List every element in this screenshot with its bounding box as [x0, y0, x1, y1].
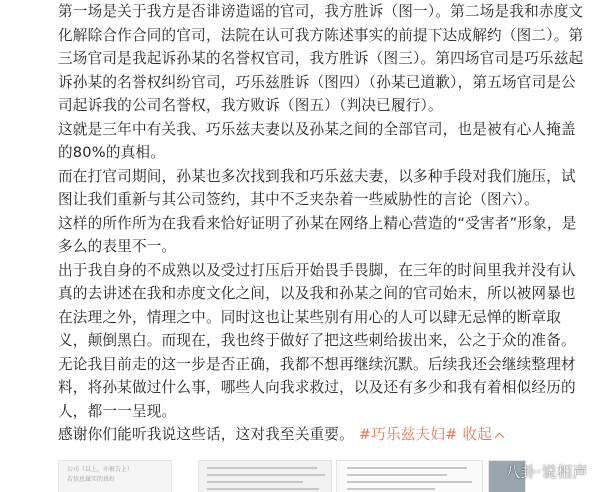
closing-text: 感谢你们能听我说这些话，这对我至关重要。 [58, 426, 354, 443]
thumbnail-image[interactable] [58, 460, 172, 492]
thumbnail-line [347, 474, 447, 476]
thumbnail-image[interactable] [336, 460, 483, 492]
thumbnail-line [347, 481, 472, 483]
post-paragraph: 出于我自身的不成熟以及受过打压后开始畏手畏脚，在三年的时间里我并没有认真的去讲述在我和赤度文化之间，以及我和孙某之间的官司始末，所以被网暴也在法理之外，情理之中。同时这也让某些别有用心的人可以肆无忌惮的断章取义，颠倒黑白。而现在，我也终于做好了把这些刺给拔出来，公之于众的准备。 [58, 261, 576, 349]
post-paragraph: 这样的所作所为在我看来恰好证明了孙某在网络上精心营造的“受害者”形象，是多么的表里不一。 [58, 214, 577, 255]
thumbnail-text-line: 公司（以上，亦被告上） [67, 466, 134, 473]
thumbnail-line [207, 488, 319, 490]
thumbnail-line [207, 481, 303, 483]
thumbnail-line [207, 467, 317, 469]
collapse-button[interactable] [462, 426, 503, 443]
chevron-up-icon [495, 433, 505, 443]
thumbnail-image[interactable] [198, 460, 332, 492]
thumbnail-line [347, 488, 435, 490]
post-body [58, 0, 588, 447]
post-paragraph: 而在打官司期间，孙某也多次找到我和巧乐兹夫妻，以多种手段对我们施压，试图让我们重新与其公司签约，其中不乏夹杂着一些威胁性的言论（图六）。 [58, 167, 576, 208]
post-paragraph: 无论我目前走的这一步是否正确，我都不想再继续沉默。后续我还会继续整理材料，将孙某做过什么事，哪些人向我求救过，以及还有多少和我有着相似经历的人，都一一呈现。 [58, 355, 576, 420]
collapse-label: 收起 [462, 426, 492, 443]
post-closing-line [58, 423, 588, 447]
thumbnail-text-line: 若信息属实的真好 [67, 476, 116, 483]
watermark-text: 八卦·说相声 [505, 463, 588, 481]
thumbnail-line [347, 467, 467, 469]
thumbnail-line [207, 474, 325, 476]
post-paragraph: 这就是三年中有关我、巧乐兹夫妻以及孙某之间的全部官司，也是被有心人掩盖的80%的真相。 [58, 120, 576, 161]
hashtag-link[interactable]: #巧乐兹夫妇# [358, 426, 458, 443]
thumbnail-text [67, 465, 133, 485]
post-paragraph: 第一场是关于我方是否诽谤造谣的官司，我方胜诉（图一）。第二场是我和赤度文化解除合作合同的官司，法院在认可我方陈述事实的前提下达成解约（图二）。第三场官司是我起诉孙某的名誉权官司，我方胜诉（图三）。第四场官司是巧乐兹起诉孙某的名誉权纠纷官司，巧乐兹胜诉（图四）（孙某已道歉），第五场官司是公司起诉我的公司名誉权，我方败诉（图五）（判决已履行）。 [58, 3, 584, 114]
